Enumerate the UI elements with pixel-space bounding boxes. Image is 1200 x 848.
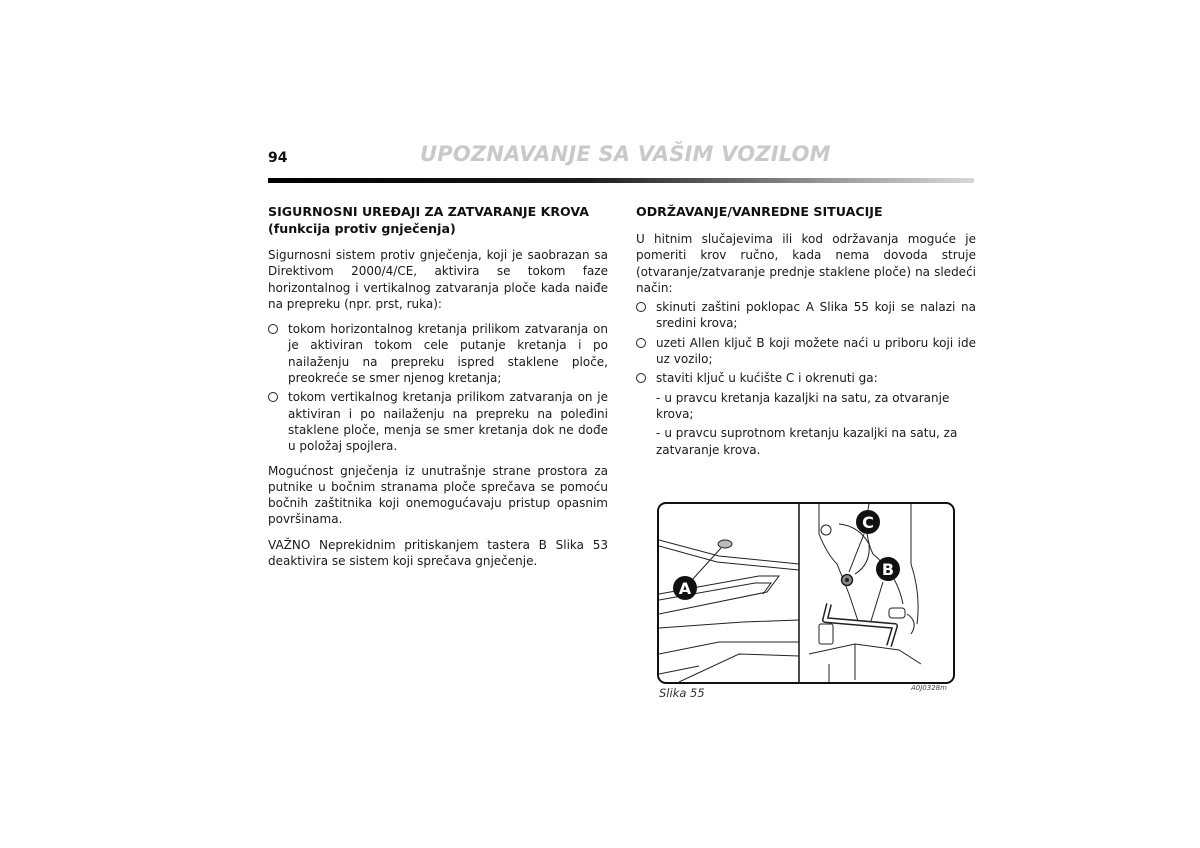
list-item-text: u pravcu kretanja kazaljki na satu, za otvaranje krova; (656, 390, 950, 421)
roof-illustration (657, 502, 955, 684)
callout-a-label: A (678, 579, 692, 598)
circle-bullet-icon (636, 373, 646, 383)
list-item (636, 370, 976, 386)
list-item (636, 299, 976, 332)
maintenance-intro-paragraph: U hitnim slučajevima ili kod održavanja moguće je pomeriti krov ručno, kada nema dovoda struje (otvaranje/zatvaranje prednje staklene ploče) na sledeći način: (636, 232, 976, 295)
list-item-text: tokom vertikalnog kretanja prilikom zatvaranja on je aktiviran i po nailaženju na prepreku na poleđini staklene ploče, menja se smer kretanja dok ne dođe u položaj spojlera. (288, 390, 608, 454)
right-column (636, 203, 976, 461)
circle-bullet-icon (268, 392, 278, 402)
chapter-title: UPOZNAVANJE SA VAŠIM VOZILOM (420, 142, 831, 166)
list-item-text: skinuti zaštini poklopac A Slika 55 koji se nalazi na sredini krova; (656, 300, 976, 331)
figure-caption: Slika 55 (659, 686, 705, 700)
cover-plug (718, 540, 732, 548)
header-rule (268, 178, 974, 183)
safety-bullet-list (268, 321, 608, 454)
callout-c-label: C (862, 513, 874, 532)
circle-bullet-icon (636, 302, 646, 312)
page-number: 94 (268, 150, 288, 166)
list-item-text: tokom horizontalnog kretanja prilikom zatvaranja on je aktiviran tokom cele putanje kretanja i po nailaženju na prepreku ispred staklene ploče, preokreće se smer njenog kretanja; (288, 322, 608, 386)
list-item-text: u pravcu suprotnom kretanju kazaljki na satu, za zatvaranje krova. (656, 426, 958, 457)
leader-b (871, 582, 883, 621)
list-item-text: staviti ključ u kućište C i okrenuti ga: (656, 371, 878, 386)
circle-bullet-icon (268, 324, 278, 334)
section-heading-safety: SIGURNOSNI UREĐAJI ZA ZATVARANJE KROVA (funkcija protiv gnječenja) (268, 204, 590, 236)
circle-bullet-icon (636, 338, 646, 348)
figure-code: A0J0328m (911, 684, 947, 692)
list-item (636, 335, 976, 368)
roof-panel-drawing (659, 540, 799, 682)
callout-b-label: B (881, 560, 895, 579)
important-note-paragraph: VAŽNO Neprekidnim pritiskanjem tastera B Slika 53 deaktivira se sistem koji sprečava gnječenje. (268, 537, 608, 569)
list-item-text: uzeti Allen ključ B koji možete naći u priboru koji ide uz vozilo; (656, 335, 976, 367)
roof-illustration-svg (659, 504, 953, 682)
rotation-direction-list (636, 390, 976, 458)
key-housing-hole (845, 578, 849, 582)
list-item (268, 389, 608, 454)
list-item: - u pravcu suprotnom kretanju kazaljki na satu, za zatvaranje krova. (656, 426, 958, 457)
maintenance-bullet-list (636, 299, 976, 386)
list-item (268, 321, 608, 386)
bolt-head (821, 525, 831, 535)
side-protection-paragraph: Mogućnost gnječenja iz unutrašnje strane prostora za putnike u bočnim stranama ploče sprečava se pomoću bočnih zaštitnika koji onemogućavaju pristup opasnim površinama. (268, 463, 608, 527)
list-item: - u pravcu kretanja kazaljki na satu, za otvaranje krova; (656, 390, 950, 421)
intro-paragraph: Sigurnosni sistem protiv gnječenja, koji je saobrazan sa Direktivom 2000/4/CE, aktivira se tokom faze horizontalnog i vertikalnog zatvaranja ploče kada naiđe na prepreku (npr. prst, ruka): (268, 248, 608, 311)
section-heading-maintenance: ODRŽAVANJE/VANREDNE SITUACIJE (636, 204, 883, 219)
leader-c (849, 534, 864, 572)
left-column (268, 203, 608, 578)
